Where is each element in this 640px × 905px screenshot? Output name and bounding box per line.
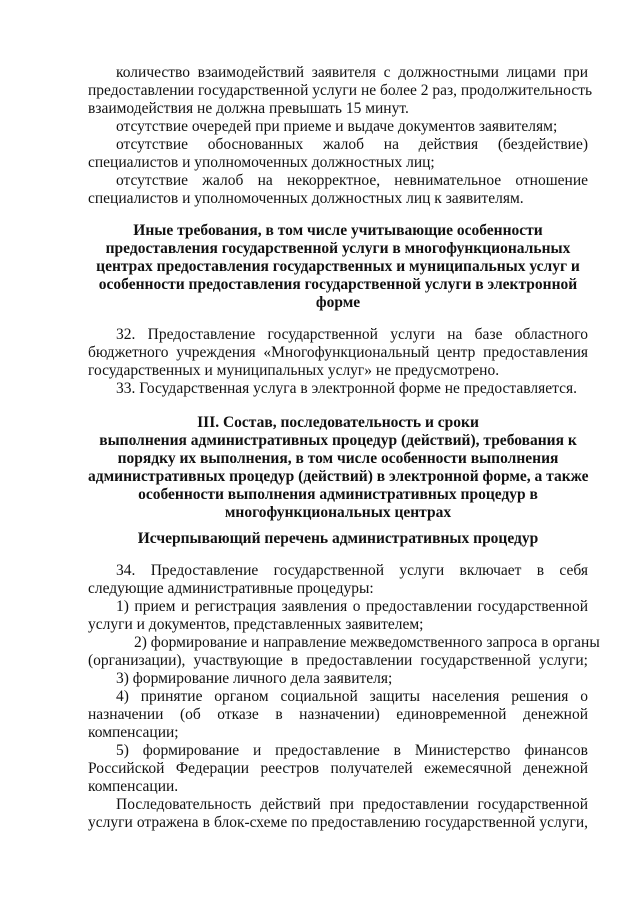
list-item-line: компенсации; [88,724,179,741]
paragraph-34-line: 34. Предоставление государственной услуги включает в себя [116,562,588,579]
chapter-heading-line: порядку их выполнения, в том числе особенности выполнения [117,450,559,467]
paragraph-32-line: государственных и муниципальных услуг» не предусмотрено. [88,362,500,379]
section-heading-line: центрах предоставления государственных и муниципальных услуг и [96,258,580,275]
list-item-line: 1) прием и регистрация заявления о предоставлении государственной [116,598,588,615]
list-item-line: 4) принятие органом социальной защиты населения решения о [116,688,588,705]
chapter-heading-line: III. Состав, последовательность и сроки [197,414,479,431]
text-line: предоставлении государственной услуги не более 2 раз, продолжительность [88,82,593,99]
list-item-line: 5) формирование и предоставление в Министерство финансов [116,742,588,759]
text-line: специалистов и уполномоченных должностных лиц; [88,154,435,171]
text-line: отсутствие обоснованных жалоб на действия (бездействие) [116,136,588,153]
list-item-line: компенсации. [88,778,179,795]
text-line: количество взаимодействий заявителя с должностными лицами при [116,64,588,81]
chapter-heading-line: выполнения административных процедур (действий), требования к [99,432,577,449]
text-line: отсутствие очередей при приеме и выдаче документов заявителям; [116,118,558,135]
paragraph-33: 33. Государственная услуга в электронной форме не предоставляется. [116,380,577,397]
chapter-heading-line: особенности выполнения административных процедур в [138,486,538,503]
chapter-heading-line: административных процедур (действий) в электронной форме, а также [88,468,589,485]
subsection-heading: Исчерпывающий перечень административных процедур [137,530,539,547]
paragraph-34-line: следующие административные процедуры: [88,580,374,597]
list-item-line: услуги и документов, представленных заявителем; [88,616,424,633]
chapter-heading-line: многофункциональных центрах [224,504,452,521]
list-item-line: назначении (об отказе в назначении) единовременной денежной [88,706,588,723]
text-line: взаимодействия не должна превышать 15 минут. [88,100,409,117]
section-heading-line: форме [315,294,361,311]
list-item-line: (организации), участвующие в предоставлении государственной услуги; [88,652,588,669]
list-item-line: 2) формирование и направление межведомственного запроса в органы [134,634,600,651]
paragraph-32-line: 32. Предоставление государственной услуги на базе областного [116,326,588,343]
section-heading-line: особенности предоставления государственной услуги в электронной [98,276,578,293]
paragraph-line: Последовательность действий при предоставлении государственной [116,796,588,813]
list-item-line: 3) формирование личного дела заявителя; [116,670,393,687]
text-line: отсутствие жалоб на некорректное, невнимательное отношение [116,172,588,189]
section-heading-line: Иные требования, в том числе учитывающие особенности [133,222,543,239]
paragraph-32-line: бюджетного учреждения «Многофункциональный центр предоставления [88,344,588,361]
text-line: специалистов и уполномоченных должностных лиц к заявителям. [88,190,524,207]
paragraph-line: услуги отражена в блок-схеме по предоставлению государственной услуги, [88,814,588,831]
section-heading-line: предоставления государственной услуги в многофункциональных [105,240,571,257]
list-item-line: Российской Федерации реестров получателей ежемесячной денежной [88,760,588,777]
